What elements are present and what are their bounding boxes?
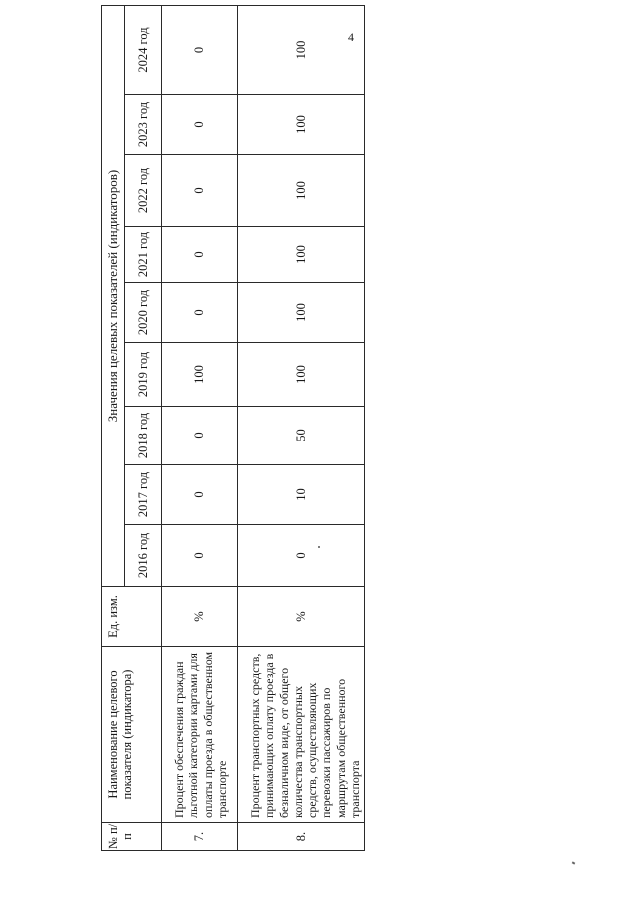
table-row [238,5,365,850]
value-cell: 100 [238,5,365,94]
unit-cell: % [162,587,238,647]
value-cell: 0 [162,465,238,525]
header-year: 2023 год [125,95,162,155]
indicator-name: Процент транспортных средств, принимающих оплату проезда в безналичном виде, от общего количества транспортных средств, осуществляющих перевозки пассажиров по маршрутам общественного транспорта [238,647,365,823]
header-row-top [102,5,125,850]
scan-speck [318,546,320,548]
scan-mark [572,861,576,864]
value-cell: 0 [162,5,238,94]
header-year: 2016 год [125,525,162,587]
value-cell: 0 [162,227,238,283]
table-row [162,5,238,850]
value-cell: 100 [238,283,365,343]
header-name: Наименование целевого показателя (индикатора) [102,647,162,823]
header-unit: Ед. изм. [102,587,162,647]
value-cell: 0 [162,95,238,155]
row-number: 8. [238,823,365,851]
header-year: 2018 год [125,407,162,465]
header-year: 2017 год [125,465,162,525]
header-year: 2020 год [125,283,162,343]
indicators-table-container [101,27,363,851]
header-year: 2024 год [125,5,162,94]
value-cell: 10 [238,465,365,525]
header-num: № п/п [102,823,162,851]
value-cell: 0 [162,407,238,465]
value-cell: 50 [238,407,365,465]
header-values-group: Значения целевых показателей (индикаторов) [102,5,125,586]
value-cell: 100 [238,227,365,283]
value-cell: 0 [238,525,365,587]
value-cell: 0 [162,525,238,587]
row-number: 7. [162,823,238,851]
indicator-name: Процент обеспечения граждан льготной категории картами для оплаты проезда в общественном транспорте [162,647,238,823]
value-cell: 0 [162,283,238,343]
header-year: 2021 год [125,227,162,283]
value-cell: 100 [162,343,238,407]
value-cell: 100 [238,343,365,407]
indicators-table [101,5,365,851]
header-year: 2019 год [125,343,162,407]
page-number: 4 [348,30,354,44]
value-cell: 100 [238,155,365,227]
value-cell: 0 [162,155,238,227]
value-cell: 100 [238,95,365,155]
header-year: 2022 год [125,155,162,227]
unit-cell: % [238,587,365,647]
